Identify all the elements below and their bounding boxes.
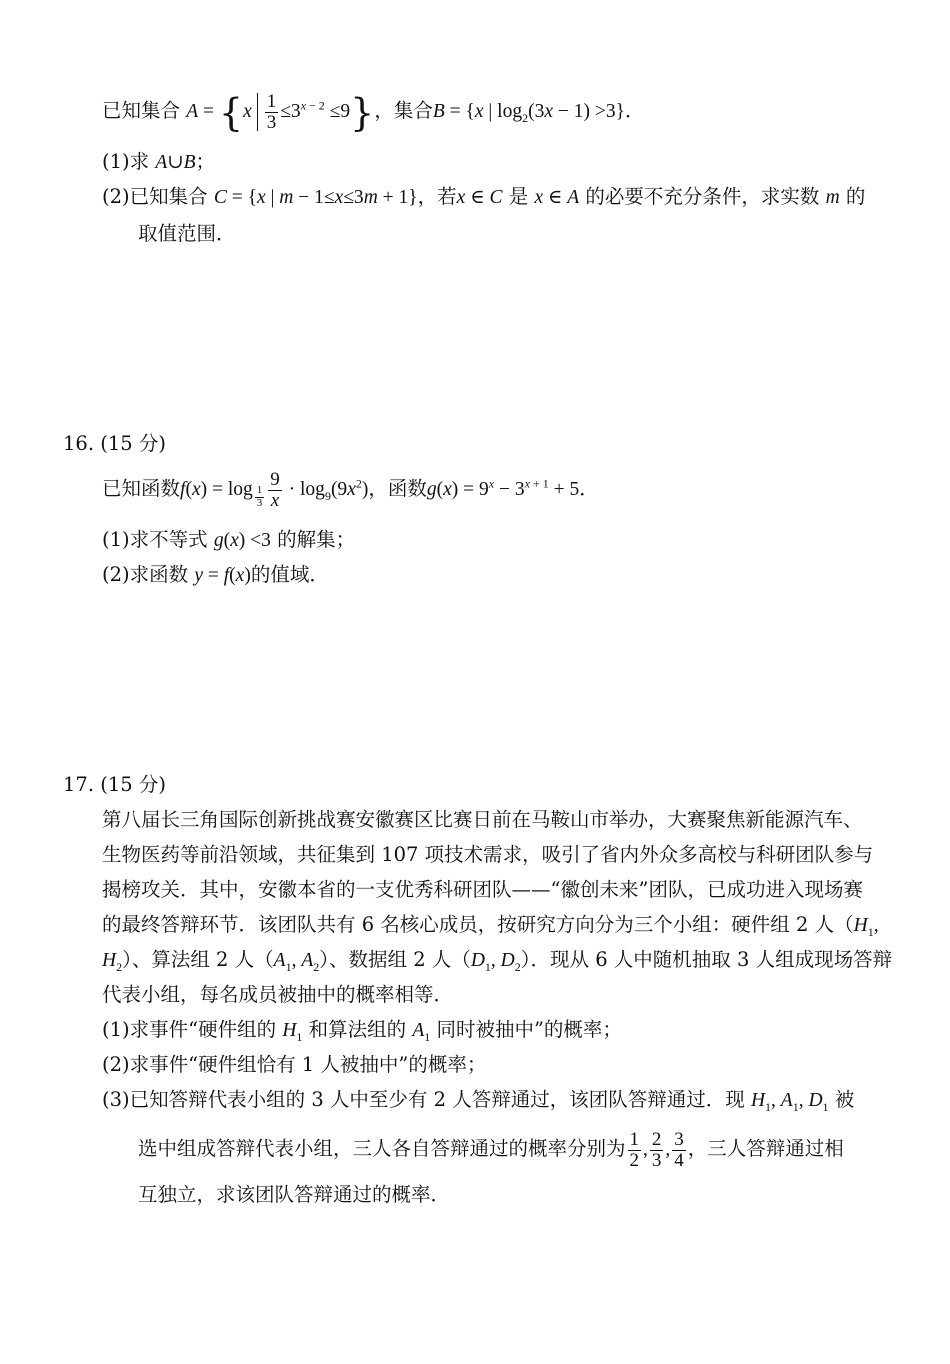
member-a1-ref: $A_1$: [412, 1020, 431, 1044]
q17-points: (15 分): [100, 773, 166, 796]
q17-line5-b: ）、数据组 2 人（: [319, 948, 471, 971]
q17-p3-d: ，三人答辩通过相: [687, 1136, 844, 1160]
q17-p1-label: (1): [102, 1018, 130, 1041]
q16-part1: [102, 528, 355, 552]
q16-p2-a: 求函数: [129, 563, 189, 586]
inequality-g: g(x) <3: [213, 530, 271, 551]
function-f-definition: f(x) = log $_{\frac{1}{3}}$ $\frac{9}{x}$ · $\log_9(9x^2)$: [180, 469, 369, 511]
union-expression: A∪B: [155, 152, 196, 173]
q17-p3-label: (3): [102, 1088, 130, 1111]
q15-stem-lead: 已知集合: [102, 98, 181, 122]
probability-fractions: $\frac{1}{2}$ , $\frac{2}{3}$ , $\frac{3}{4}$: [629, 1129, 684, 1171]
x-in-c: x ∈ C: [456, 187, 503, 208]
q15-p2-a: 已知集合: [129, 185, 208, 208]
q17-header: [63, 773, 166, 796]
member-h1: $H_1$,: [853, 915, 879, 939]
q17-p2-text: 求事件“硬件组恰有 1 人被抽中”的概率；: [129, 1053, 487, 1076]
q17-p1-b: 和算法组的: [308, 1018, 407, 1041]
q15-p2-e: 的: [845, 185, 866, 208]
q17-para-line-3: 揭榜攻关．其中，安徽本省的一支优秀科研团队——“徽创未来”团队，已成功进入现场赛: [102, 878, 863, 901]
q16-points: (15 分): [100, 432, 166, 455]
q17-number: 17.: [63, 773, 95, 796]
set-c-definition: C = {x | m − 1≤x≤3m + 1}: [213, 187, 418, 208]
set-b-definition: B = {x | $\log_2(3x - 1) >3$}: [432, 100, 625, 125]
q17-line5-a: ）、算法组 2 人（: [122, 948, 274, 971]
q16-p1-label: (1): [102, 528, 130, 551]
function-g-definition: $g(x) = 9^x - 3^{x + 1} + 5$: [426, 476, 580, 500]
q17-part1: [102, 1018, 622, 1042]
q16-header: [63, 432, 166, 455]
x-in-a: x ∈ A: [534, 187, 580, 208]
q16-stem-lead: 已知函数: [102, 476, 181, 500]
q17-p3-b: 被: [834, 1088, 855, 1111]
q15-p2-b: ，若: [417, 185, 457, 208]
q16-part2: [102, 563, 329, 587]
q16-number: 16.: [63, 432, 95, 455]
q16-p2-b: 的值域．: [250, 563, 329, 586]
q15-part1: [102, 150, 215, 174]
q16-p1-b: 的解集；: [277, 528, 356, 551]
member-h2: $H_2$: [102, 950, 123, 974]
q17-p3-a: 已知答辩代表小组的 3 人中至少有 2 人答辩通过，该团队答辩通过．现: [129, 1088, 745, 1111]
q15-p2-label: (2): [102, 185, 130, 208]
members-a: $A_1$, $A_2$: [273, 950, 320, 974]
q15-stem: [102, 92, 645, 133]
q17-para-line-4: [102, 913, 879, 937]
q17-para-line-2: 生物医药等前沿领域，共征集到 107 项技术需求，吸引了省内外众多高校与科研团队参与: [102, 843, 874, 866]
q15-p1-end: ；: [195, 150, 216, 173]
q17-p1-a: 求事件“硬件组的: [129, 1018, 277, 1041]
q17-p2-label: (2): [102, 1053, 130, 1076]
q15-p2-c: 是: [508, 185, 529, 208]
q17-para-line-6: 代表小组，每名成员被抽中的概率相等．: [102, 983, 454, 1006]
members-d: $D_1$, $D_2$: [470, 950, 521, 974]
q17-p3-c: 选中组成答辩代表小组，三人各自答辩通过的概率分别为: [138, 1136, 626, 1160]
q15-p2-d: 的必要不充分条件，求实数: [585, 185, 820, 208]
q17-part3: [102, 1088, 854, 1112]
q15-part2: [102, 185, 865, 209]
q17-part3-line2: [138, 1130, 844, 1171]
q16-stem-mid: ，函数: [368, 476, 427, 500]
q17-line5-c: ）．现从 6 人中随机抽取 3 人组成现场答辩: [520, 948, 893, 971]
var-m: m: [825, 187, 840, 208]
q15-stem-sep: ，集合: [374, 98, 433, 122]
set-a-definition: A = {x $\frac{1}{3}$ $\le 3^{x - 2} \le 9$}: [186, 90, 375, 135]
q16-p1-a: 求不等式: [129, 528, 208, 551]
q17-para-line-5: [102, 948, 892, 972]
q15-part2-cont: 取值范围．: [138, 222, 236, 245]
q15-stem-end: ．: [624, 98, 645, 122]
selected-members: $H_1$, $A_1$, $D_1$: [750, 1090, 829, 1114]
function-y-expression: y = f(x): [194, 565, 251, 586]
member-h1-ref: $H_1$: [282, 1020, 303, 1044]
q15-p1-label: (1): [102, 150, 130, 173]
q17-para-line-1: 第八届长三角国际创新挑战赛安徽赛区比赛日前在马鞍山市举办，大赛聚焦新能源汽车、: [102, 808, 863, 831]
q16-stem-end: ．: [579, 476, 599, 500]
q16-p2-label: (2): [102, 563, 130, 586]
q17-p1-c: 同时被抽中”的概率；: [436, 1018, 622, 1041]
q16-stem: [102, 470, 599, 511]
q15-p1-text: 求: [129, 150, 150, 173]
q17-part3-cont: 互独立，求该团队答辩通过的概率．: [138, 1183, 451, 1206]
q17-para-line-4-text: 的最终答辩环节．该团队共有 6 名核心成员，按研究方向分为三个小组：硬件组 2 人（: [102, 913, 854, 936]
q17-part2: [102, 1053, 486, 1076]
